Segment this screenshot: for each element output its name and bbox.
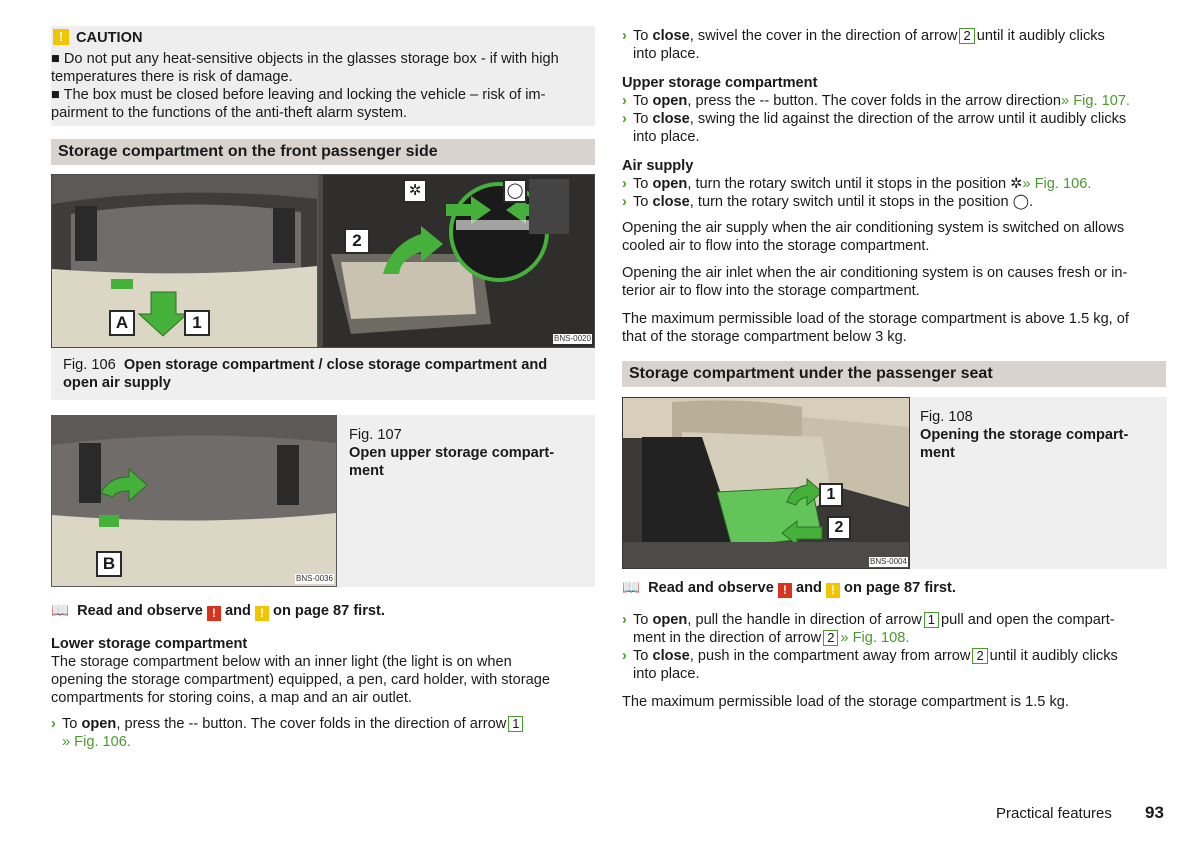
- caution-line: temperatures there is risk of damage.: [51, 69, 293, 85]
- arrow-number-box: 2: [959, 28, 974, 44]
- read-observe-note: [51, 602, 595, 621]
- book-icon: 📖: [51, 603, 70, 619]
- fig106-caption-title: Open storage compartment / close storage compartment and open air supply: [63, 357, 548, 391]
- step-text: To: [633, 111, 653, 127]
- upper-heading: Upper storage compartment: [622, 75, 818, 91]
- arrow-number-box: 2: [823, 630, 838, 646]
- step-text: until it audibly clicks: [976, 28, 1105, 44]
- step-text: To: [62, 716, 82, 732]
- section-heading: Storage compartment on the front passenger side: [51, 139, 595, 165]
- fig-106-link[interactable]: » Fig. 106.: [1022, 176, 1092, 192]
- step-text: into place.: [633, 666, 700, 682]
- step-bold: open: [652, 93, 688, 109]
- read-observe-pre: Read and observe: [648, 580, 774, 596]
- paragraph-line: terior air to flow into the storage compartment.: [622, 283, 920, 299]
- fig-107-link[interactable]: » Fig. 107.: [1061, 93, 1130, 109]
- fig106-label-2: 2: [344, 228, 370, 254]
- fig107-illustration: [51, 415, 337, 587]
- step-bold: open: [652, 176, 688, 192]
- step-bold: open: [81, 716, 117, 732]
- step-text: , swing the lid against the direction of the arrow until it audibly clicks: [689, 111, 1127, 127]
- footer-section-title: Practical features: [996, 805, 1112, 822]
- max-load-text: The maximum permissible load of the storage compartment is 1.5 kg.: [622, 694, 1069, 710]
- step-text: To: [633, 194, 653, 210]
- lower-para-line: opening the storage compartment) equipped, a pen, card holder, with storage: [51, 672, 550, 688]
- air-heading: Air supply: [622, 158, 694, 174]
- step-bold: close: [652, 648, 690, 664]
- step-bold: open: [652, 612, 688, 628]
- fig107-caption-line2: ment: [349, 463, 384, 479]
- caution-title: CAUTION: [76, 30, 143, 46]
- warning-red-icon: !: [778, 583, 792, 598]
- arrow-number-box: 2: [972, 648, 987, 664]
- step-text: To: [633, 612, 653, 628]
- section-heading: Storage compartment under the passenger seat: [622, 361, 1166, 387]
- fig-108-link[interactable]: » Fig. 108.: [840, 630, 910, 646]
- step-text: until it audibly clicks: [989, 648, 1118, 664]
- fig108-label-1: 1: [819, 483, 843, 507]
- seat-open-step: [622, 611, 1167, 647]
- read-observe-post: on page 87 first.: [844, 580, 956, 596]
- step-text: , push in the compartment away from arrow: [689, 648, 971, 664]
- caution-line: pairment to the functions of the anti-theft alarm system.: [51, 105, 408, 121]
- lower-heading: Lower storage compartment: [51, 636, 248, 652]
- lower-open-step: [51, 715, 595, 751]
- bullet-arrow-icon: ›: [51, 716, 56, 732]
- upper-close-step: [622, 110, 1167, 146]
- fig107-caption-line1: Open upper storage compart-: [349, 445, 555, 461]
- caution-line: ■ The box must be closed before leaving and locking the vehicle – risk of im-: [51, 87, 546, 103]
- fig106-caption-text: [63, 356, 583, 392]
- circle-off-icon: ◯: [503, 179, 527, 203]
- fig107-number: Fig. 107: [349, 427, 402, 443]
- read-observe-mid: and: [795, 580, 822, 596]
- step-text: into place.: [633, 129, 700, 145]
- seat-close-step: [622, 647, 1167, 683]
- read-observe-pre: Read and observe: [77, 603, 203, 619]
- sun-fan-icon: ✲: [403, 179, 427, 203]
- step-text: To: [633, 28, 653, 44]
- read-observe-post: on page 87 first.: [273, 603, 385, 619]
- step-text: , turn the rotary switch until it stops in the position ◯.: [689, 194, 1034, 210]
- fig108-number: Fig. 108: [920, 409, 973, 425]
- fig108-image: [622, 397, 910, 569]
- paragraph-line: The maximum permissible load of the storage compartment is above 1.5 kg, of: [622, 311, 1129, 327]
- fig108-illustration: [622, 397, 910, 569]
- step-bold: close: [652, 28, 690, 44]
- step-text: , pull the handle in direction of arrow: [687, 612, 922, 628]
- air-close-step: [622, 193, 1167, 211]
- bullet-arrow-icon: ›: [622, 176, 627, 192]
- page-number: 93: [1145, 803, 1164, 822]
- step-text: To: [633, 648, 653, 664]
- fig108-caption: [910, 397, 1167, 569]
- bullet-arrow-icon: ›: [622, 612, 627, 628]
- read-observe-mid: and: [224, 603, 251, 619]
- step-text: , press the -- button. The cover folds in the direction of arrow: [116, 716, 507, 732]
- paragraph-line: cooled air to flow into the storage compartment.: [622, 238, 930, 254]
- fig-106-link[interactable]: » Fig. 106.: [62, 734, 131, 750]
- step-bold: close: [652, 194, 690, 210]
- bullet-arrow-icon: ›: [622, 648, 627, 664]
- fig108-label-2: 2: [827, 516, 851, 540]
- fig108-code: BNS-0004: [870, 557, 907, 566]
- bullet-arrow-icon: ›: [622, 28, 627, 44]
- fig106-number: Fig. 106: [63, 357, 116, 373]
- caution-box: [51, 26, 595, 126]
- read-observe-note: [622, 579, 1167, 598]
- fig107-caption: [337, 415, 595, 587]
- fig108-caption-line1: Opening the storage compart-: [920, 427, 1129, 443]
- book-icon: 📖: [622, 580, 641, 596]
- upper-open-step: [622, 92, 1167, 110]
- fig106-label-1: 1: [184, 310, 210, 336]
- step-text: To: [633, 93, 653, 109]
- step-text: , press the -- button. The cover folds in the arrow direction: [687, 93, 1062, 109]
- bullet-arrow-icon: ›: [622, 194, 627, 210]
- step-text: To: [633, 176, 653, 192]
- paragraph-line: that of the storage compartment below 3 kg.: [622, 329, 907, 345]
- exclamation-warning-icon: !: [53, 29, 69, 45]
- lower-para-line: The storage compartment below with an inner light (the light is on when: [51, 654, 512, 670]
- arrow-number-box: 1: [508, 716, 523, 732]
- paragraph-line: Opening the air supply when the air conditioning system is switched on allows: [622, 220, 1125, 236]
- fig107-label-b: B: [96, 551, 122, 577]
- step-text: , swivel the cover in the direction of arrow: [689, 28, 958, 44]
- bullet-arrow-icon: ›: [622, 111, 627, 127]
- fig108-caption-line2: ment: [920, 445, 955, 461]
- lower-para-line: compartments for storing coins, a map and an air outlet.: [51, 690, 412, 706]
- fig107-image: [51, 415, 337, 587]
- step-text: into place.: [633, 46, 700, 62]
- warning-yellow-icon: !: [826, 583, 840, 598]
- step-text: ment in the direction of arrow: [633, 630, 822, 646]
- caution-line: ■ Do not put any heat-sensitive objects in the glasses storage box - if with high: [51, 51, 559, 67]
- paragraph-line: Opening the air inlet when the air conditioning system is on causes fresh or in-: [622, 265, 1128, 281]
- bullet-arrow-icon: ›: [622, 93, 627, 109]
- arrow-number-box: 1: [924, 612, 939, 628]
- step-text: , turn the rotary switch until it stops in the position ✲: [687, 176, 1023, 192]
- warning-yellow-icon: !: [255, 606, 269, 621]
- close-step: [622, 27, 1167, 63]
- fig106-image: [51, 174, 595, 348]
- caution-text: [51, 50, 595, 122]
- air-open-step: [622, 175, 1167, 193]
- fig106-code: BNS-0020: [554, 334, 591, 343]
- step-text: pull and open the compart-: [941, 612, 1115, 628]
- fig107-code: BNS-0036: [296, 574, 333, 583]
- fig106-label-a: A: [109, 310, 135, 336]
- fig106-caption: [51, 348, 595, 400]
- warning-red-icon: !: [207, 606, 221, 621]
- step-bold: close: [652, 111, 690, 127]
